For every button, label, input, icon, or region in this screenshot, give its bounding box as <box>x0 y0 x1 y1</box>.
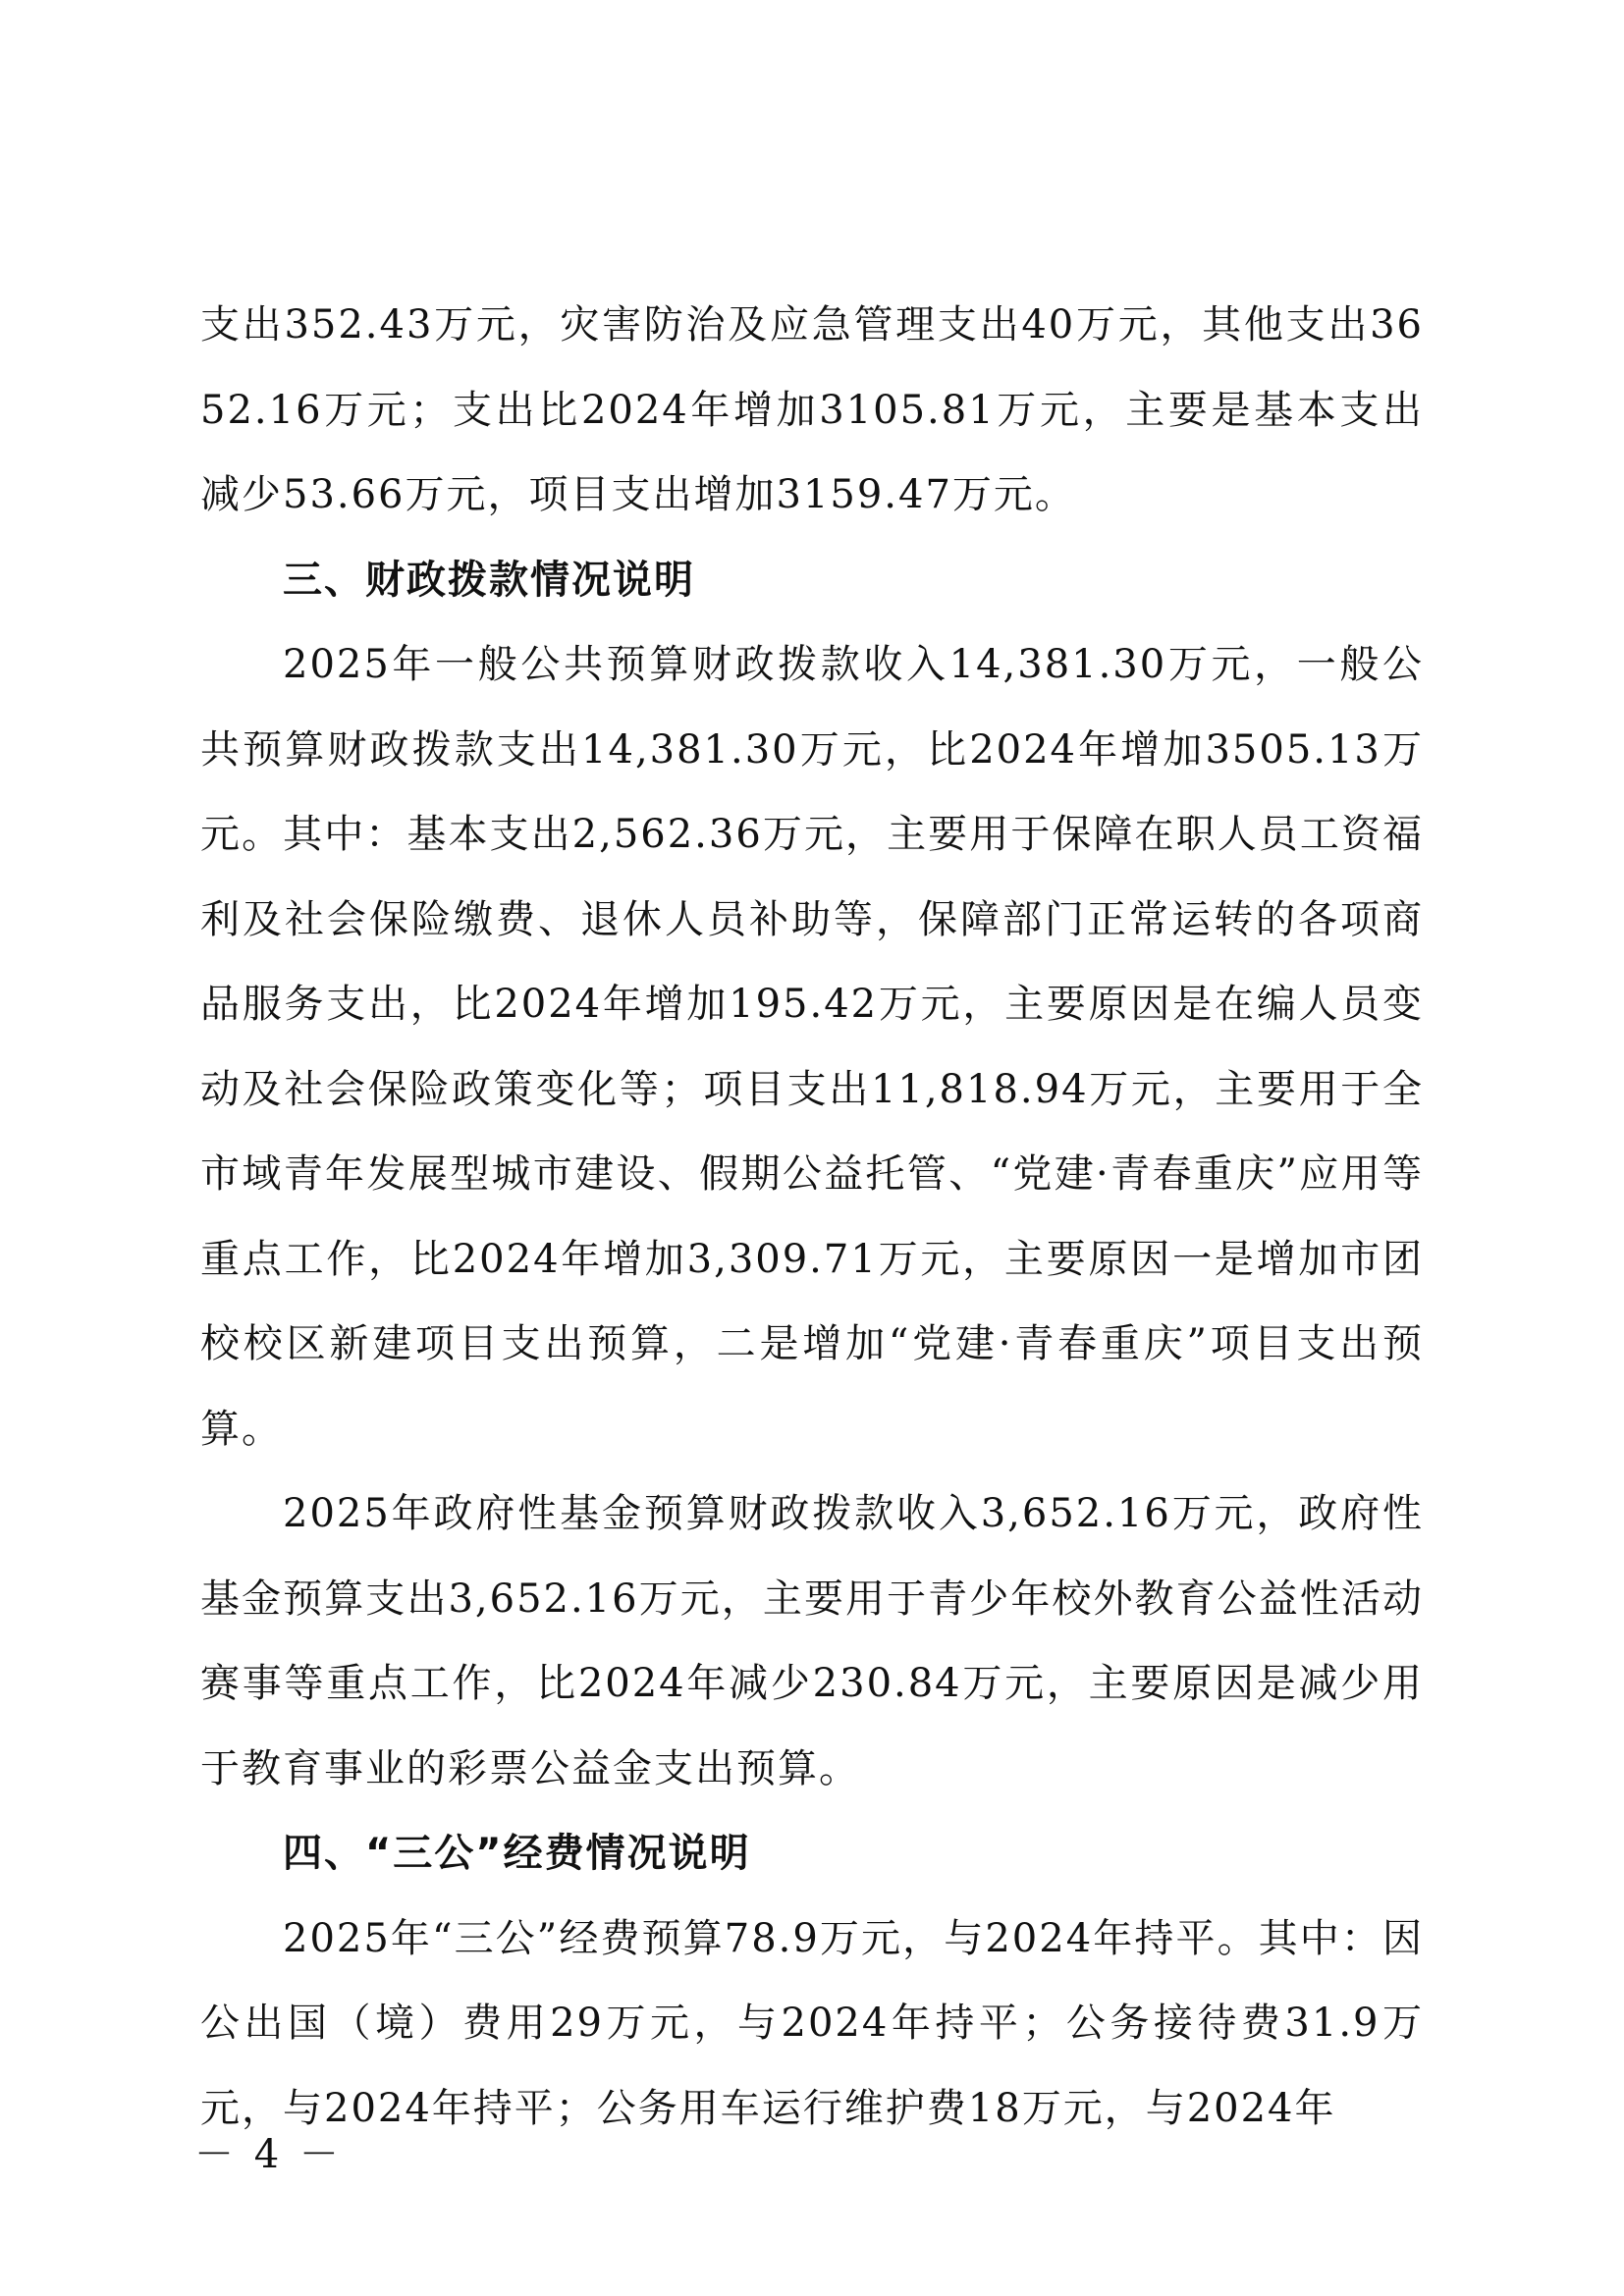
section-heading-three-public-expenses: 四、“三公”经费情况说明 <box>283 1831 751 1876</box>
page-body <box>200 283 1424 2151</box>
paragraph-expenditure-summary: 支出352.43万元，灾害防治及应急管理支出40万元，其他支出3652.16万元；支出比2024年增加3105.81万元，主要是基本支出减少53.66万元，项目支出增加3159.47万元。 <box>200 302 1424 517</box>
paragraph-three-public-expenses: 2025年“三公”经费预算78.9万元，与2024年持平。其中：因公出国（境）费用29万元，与2024年持平；公务接待费31.9万元，与2024年持平；公务用车运行维护费18万元，与2024年 <box>200 1915 1424 2131</box>
page-number: － 4 － <box>194 2132 343 2177</box>
section-heading-fiscal-appropriation: 三、财政拨款情况说明 <box>283 557 695 603</box>
paragraph-government-fund-budget: 2025年政府性基金预算财政拨款收入3,652.16万元，政府性基金预算支出3,652.16万元，主要用于青少年校外教育公益性活动赛事等重点工作，比2024年减少230.84万元，主要原因是减少用于教育事业的彩票公益金支出预算。 <box>200 1491 1424 1791</box>
paragraph-general-public-budget: 2025年一般公共预算财政拨款收入14,381.30万元，一般公共预算财政拨款支出14,381.30万元，比2024年增加3505.13万元。其中：基本支出2,562.36万元，主要用于保障在职人员工资福利及社会保险缴费、退休人员补助等，保障部门正常运转的各项商品服务支出，比2024年增加195.42万元，主要原因是在编人员变动及社会保险政策变化等；项目支出11,818.94万元，主要用于全市域青年发展型城市建设、假期公益托管、“党建·青春重庆”应用等重点工作，比2024年增加3,309.71万元，主要原因一是增加市团校校区新建项目支出预算，二是增加“党建·青春重庆”项目支出预算。 <box>200 642 1424 1452</box>
